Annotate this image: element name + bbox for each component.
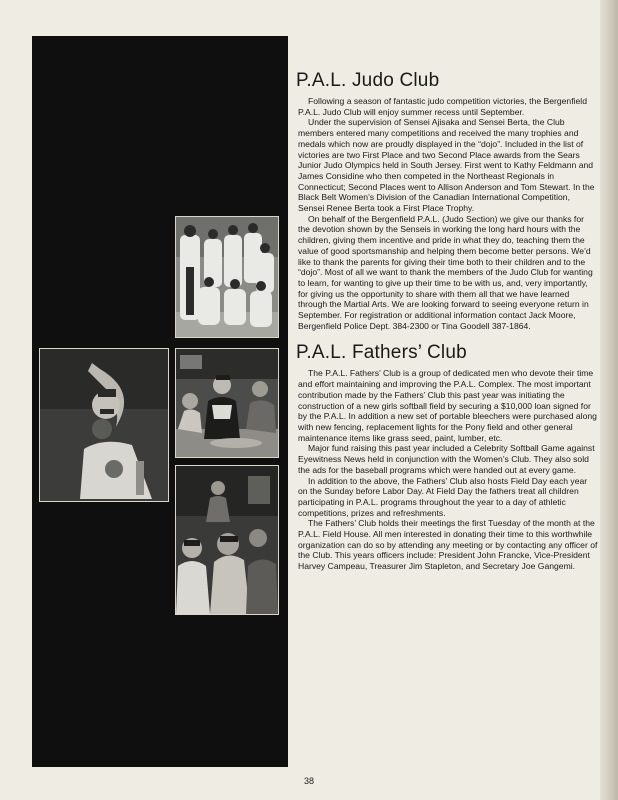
fathers-club-section <box>298 342 598 571</box>
article-column <box>298 70 598 572</box>
judo-paragraph: On behalf of the Bergenfield P.A.L. (Judo Section) we give our thanks for the devotion shown by the Senseis in working the long hard hours with the children, giving them incentive and pride in what they do, teaching them the value of good sportsmanship and helping them become better persons. We’d like to thank the parents for giving their time both to their children and to the “dojo”. Most of all we want to thank the members of the Judo Club for wanting to learn, for wanting to give up their time to be with us, and, very importantly, for giving us the opportunity to share with them all that we have learned through the Martial Arts. We are looking forward to seeing everyone return in September. For registration or additional information contact Jack Moore, Bergenfield Police Dept. 384-2300 or Tina Goodell 387-1864. <box>298 213 593 331</box>
photo-group-at-table <box>175 348 279 458</box>
page-number: 38 <box>303 776 314 786</box>
page-edge <box>600 0 618 800</box>
fathers-club-heading: P.A.L. Fathers’ Club <box>296 342 467 364</box>
fathers-paragraph: Major fund raising this past year included a Celebrity Softball Game against Eyewitness News held in conjunction with the Women’s Club. They also sold the ads for the baseball programs which were handed out at every game. <box>298 443 595 475</box>
fathers-paragraph: The P.A.L. Fathers’ Club is a group of dedicated men who devote their time and effort maintaining and improving the P.A.L. Complex. The most important contribution made by the Fathers’ Club this past year was initiating the construction of a new girls softball field by securing a $10,000 loan signed for by the P.A.L. In addition a new set of portable bleechers were purchased along with new fencing, replacement lights for the Pony field and other general maintenance items like grass seed, paint, lumber, etc. <box>298 368 597 443</box>
judo-paragraph: Following a season of fantastic judo competition victories, the Bergenfield P.A.L. Judo Club will enjoy summer recess until September. <box>298 96 587 117</box>
judo-club-section <box>298 70 598 331</box>
photo-judo-club-group <box>175 216 279 338</box>
judo-club-heading: P.A.L. Judo Club <box>296 70 440 91</box>
fathers-paragraph: In addition to the above, the Fathers’ Club also hosts Field Day each year on the Sunday before Labor Day. At Field Day the fathers treat all children participating in P.A.L. programs throughout the year to a day of athletic competitions, prizes and refreshments. <box>298 475 588 518</box>
judo-paragraph: Under the supervision of Sensei Ajisaka and Sensei Berta, the Club members entered many competitions and received the many trophies and medals which now are proudly displayed in the “dojo”. Included in the list of victories are two First Place and two Second Place awards from the Sears Junior Judo Olympics held in South Jersey. First went to Kathy Feldmann and James Considine who then competed in the Northeast Regionals in Connecticut; Second Places went to Allison Anderson and Tom Stewart. In the Black Belt Women’s Division of the Canadian International Competition, Sensei Renee Berta took a First Place Trophy. <box>298 117 595 214</box>
photo-crowd-gathering <box>175 465 279 615</box>
photo-man-raising-arm <box>39 348 169 502</box>
fathers-paragraph: The Fathers’ Club holds their meetings the first Tuesday of the month at the P.A.L. Field House. All men interested in donating their time to this worthwhile organization can do so by attending any meeting or by contacting any officer of the Club. This years officers include: President John Francke, Vice-President Harvey Campeau, Treasurer Jim Stapleton, and Secretary Joe Gangemi. <box>298 518 598 572</box>
